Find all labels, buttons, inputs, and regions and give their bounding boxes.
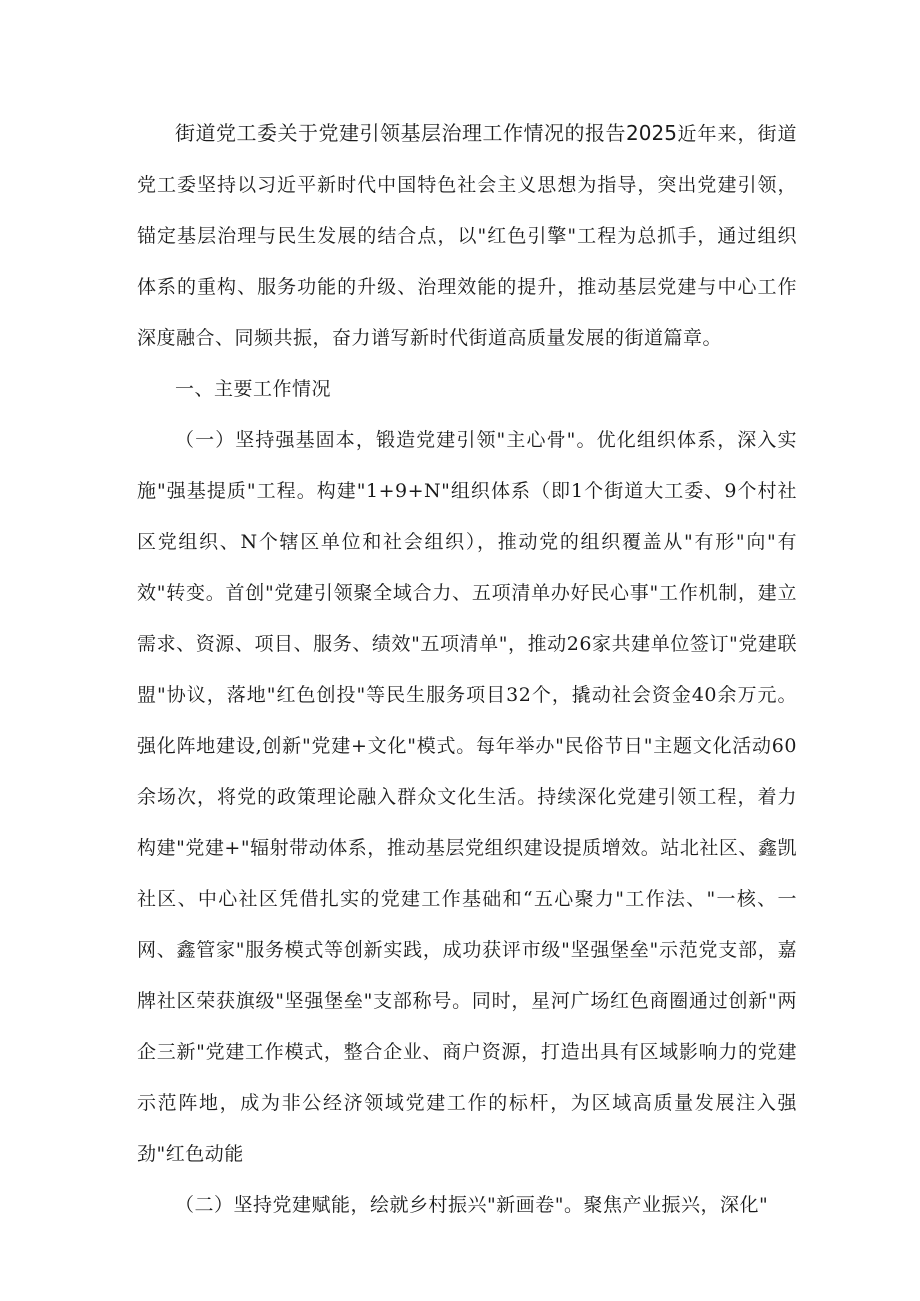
document-title: 街道党工委关于党建引领基层治理工作情况的报告2025 [175,121,677,145]
intro-text: 近年来，街道党工委坚持以习近平新时代中国特色社会主义思想为指导，突出党建引领，锚定基层治理与民生发展的结合点，以"红色引擎"工程为总抓手，通过组织体系的重构、服务功能的升级、治理效能的提升，推动基层党建与中心工作深度融合、同频共振，奋力谱写新时代街道高质量发展的街道篇章。 [137,123,797,349]
title-paragraph [137,108,797,364]
section-heading: 一、主要工作情况 [175,378,332,400]
paragraph-1: （一）坚持强基固本，锻造党建引领"主心骨"。优化组织体系，深入实施"强基提质"工程。构建"1+9+N"组织体系（即1个街道大工委、9个村社区党组织、N个辖区单位和社会组织），推动党的组织覆盖从"有形"向"有效"转变。首创"党建引领聚全域合力、五项清单办好民心事"工作机制，建立需求、资源、项目、服务、绩效"五项清单"，推动26家共建单位签订"党建联盟"协议，落地"红色创投"等民生服务项目32个，撬动社会资金40余万元。强化阵地建设,创新"党建+文化"模式。每年举办"民俗节日"主题文化活动60余场次，将党的政策理论融入群众文化生活。持续深化党建引领工程，着力构建"党建+"辐射带动体系，推动基层党组织建设提质增效。站北社区、鑫凯社区、中心社区凭借扎实的党建工作基础和“五心聚力"工作法、"一核、一网、鑫管家"服务模式等创新实践，成功获评市级"坚强堡垒"示范党支部，嘉牌社区荣获旗级"坚强堡垒"支部称号。同时，星河广场红色商圈通过创新"两企三新"党建工作模式，整合企业、商户资源，打造出具有区域影响力的党建示范阵地，成为非公经济领域党建工作的标杆，为区域高质量发展注入强劲"红色动能 [137,429,797,1165]
document-body [137,108,797,1231]
paragraph-2: （二）坚持党建赋能，绘就乡村振兴"新画卷"。聚焦产业振兴，深化" [175,1194,769,1216]
